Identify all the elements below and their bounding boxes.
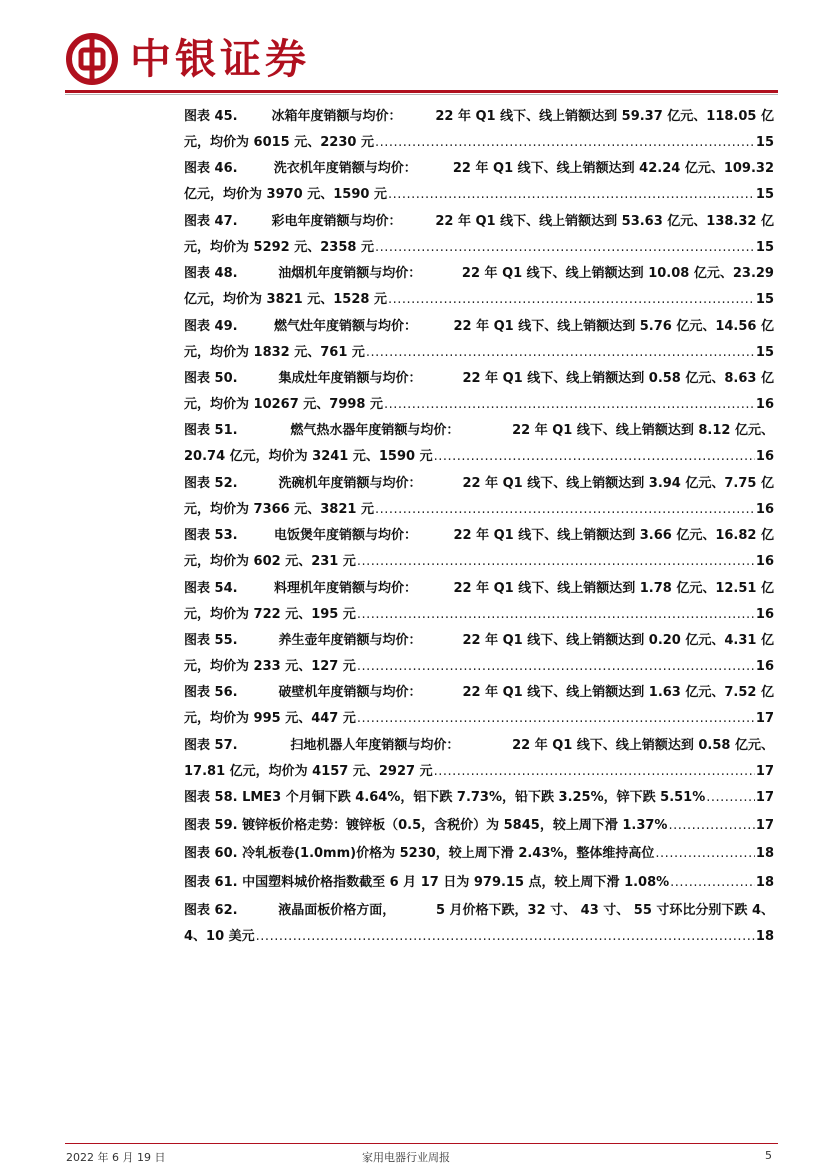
dot-leader (655, 841, 754, 867)
toc-entry-second-line (184, 924, 774, 950)
toc-entry-second-line (184, 235, 774, 261)
toc-caption-part: 22 年 Q1 线下、线上销额达到 0.58 亿元、 (512, 737, 774, 753)
toc-figure-number: 图表 56. (184, 685, 238, 701)
toc-caption-part: 燃气灶年度销额与均价： (274, 318, 418, 334)
toc-entry-first-line (184, 314, 774, 340)
footer-page-number: 5 (765, 1149, 772, 1162)
toc-figure-number: 图表 52. (184, 475, 238, 491)
dot-leader (357, 654, 755, 680)
toc-entry[interactable] (184, 366, 774, 418)
toc-caption: 图表 58. LME3 个月铜下跌 4.64%，铝下跌 7.73%，铅下跌 3.25%，锌下跌 5.51% (184, 790, 706, 806)
dot-leader (384, 392, 755, 418)
toc-caption-part: 22 年 Q1 线下、线上销额达到 42.24 亿元、109.32 (452, 161, 774, 177)
dot-leader (357, 549, 755, 575)
toc-entry[interactable] (184, 813, 774, 841)
toc-page-number: 17 (755, 790, 774, 806)
toc-entry[interactable] (184, 471, 774, 523)
toc-entry-second-line (184, 287, 774, 313)
toc-entry-first-line (184, 523, 774, 549)
toc-entry-second-line (184, 340, 774, 366)
bank-logo-icon (66, 33, 118, 85)
toc-entry[interactable] (184, 680, 774, 732)
toc-page-number: 15 (755, 135, 774, 150)
toc-caption: 图表 59. 镀锌板价格走势：镀锌板（0.5，含税价）为 5845，较上周下滑 1.37% (184, 818, 668, 834)
page-header (0, 0, 827, 100)
dot-leader (668, 813, 754, 839)
toc-entry[interactable] (184, 898, 774, 950)
toc-entry[interactable] (184, 261, 774, 313)
toc-entry[interactable] (184, 576, 774, 628)
toc-figure-number: 图表 49. (184, 318, 238, 334)
toc-caption-part: 破壁机年度销额与均价： (278, 685, 422, 701)
toc-page-number: 16 (755, 554, 774, 570)
toc-entry[interactable] (184, 314, 774, 366)
toc-caption-part: 燃气热水器年度销额与均价： (290, 423, 460, 439)
toc-entry-second-line (184, 497, 774, 523)
toc-figure-number: 图表 51. (184, 423, 238, 439)
toc-caption-part: 22 年 Q1 线下、线上销额达到 3.66 亿元、16.82 亿 (453, 528, 774, 544)
toc-caption-part: 洗碗机年度销额与均价： (278, 475, 422, 491)
toc-page-number: 15 (755, 344, 774, 360)
toc-caption-part: 22 年 Q1 线下、线上销额达到 0.58 亿元、8.63 亿 (462, 370, 774, 386)
toc-entry-second-line (184, 130, 774, 156)
toc-entry-second-line (184, 392, 774, 418)
toc-caption-part: 料理机年度销额与均价： (274, 580, 418, 596)
toc-entry-first-line (184, 261, 774, 287)
toc-caption-part: 冰箱年度销额与均价： (271, 109, 402, 124)
toc-entry-second-line (184, 759, 774, 785)
dot-leader (256, 924, 755, 950)
toc-caption-continuation: 元，均价为 1832 元、761 元 (184, 344, 365, 360)
toc-figure-number: 图表 53. (184, 528, 238, 544)
brand-name: 中银证券 (130, 35, 310, 83)
toc-entry[interactable] (184, 156, 774, 208)
toc-caption-continuation: 20.74 亿元，均价为 3241 元、1590 元 (184, 449, 433, 465)
toc-entry-second-line (184, 602, 774, 628)
toc-caption-part: 22 年 Q1 线下、线上销额达到 8.12 亿元、 (512, 423, 774, 439)
toc-caption-continuation: 元，均价为 602 元、231 元 (184, 554, 356, 570)
toc-figure-number: 图表 47. (184, 213, 238, 229)
toc-caption-continuation: 元，均价为 995 元、447 元 (184, 711, 356, 727)
toc-caption-part: 22 年 Q1 线下、线上销额达到 53.63 亿元、138.32 亿 (435, 213, 774, 229)
toc-caption-part: 液晶面板价格方面， (278, 902, 396, 918)
dot-leader (434, 759, 755, 785)
toc-entry[interactable] (184, 785, 774, 813)
toc-caption-part: 养生壶年度销额与均价： (278, 632, 422, 648)
toc-caption-part: 22 年 Q1 线下、线上销额达到 59.37 亿元、118.05 亿 (435, 109, 774, 124)
toc-entry[interactable] (184, 523, 774, 575)
dot-leader (375, 497, 755, 523)
toc-page-number: 16 (755, 396, 774, 412)
toc-entry[interactable] (184, 104, 774, 156)
toc-page-number: 18 (755, 874, 774, 890)
dot-leader (434, 444, 755, 470)
toc-entry[interactable] (184, 841, 774, 869)
toc-caption: 图表 60. 冷轧板卷(1.0mm)价格为 5230，较上周下滑 2.43%，整体维持高位 (184, 846, 655, 862)
toc-entry[interactable] (184, 418, 774, 470)
toc-caption-part: 22 年 Q1 线下、线上销额达到 3.94 亿元、7.75 亿 (462, 475, 774, 491)
toc-page-number: 18 (755, 846, 774, 862)
toc-caption-part: 彩电年度销额与均价： (271, 213, 402, 229)
toc-entry-first-line (184, 418, 774, 444)
toc-figure-number: 图表 55. (184, 632, 238, 648)
toc-entry[interactable] (184, 628, 774, 680)
toc-figure-number: 图表 45. (184, 109, 238, 124)
toc-entry-first-line (184, 898, 774, 924)
toc-caption-part: 油烟机年度销额与均价： (278, 266, 422, 282)
footer-report-title: 家用电器行业周报 (362, 1151, 450, 1164)
toc-entry-first-line (184, 576, 774, 602)
toc-caption-part: 22 年 Q1 线下、线上销额达到 10.08 亿元、23.29 (461, 266, 774, 282)
toc-caption-continuation: 17.81 亿元，均价为 4157 元、2927 元 (184, 763, 433, 779)
toc-caption-part: 22 年 Q1 线下、线上销额达到 1.78 亿元、12.51 亿 (453, 580, 774, 596)
toc-figure-number: 图表 46. (184, 161, 238, 177)
toc-caption-continuation: 亿元，均价为 3821 元、1528 元 (184, 292, 387, 308)
toc-caption-part: 洗衣机年度销额与均价： (273, 161, 417, 177)
table-of-figures (184, 104, 774, 950)
toc-caption-continuation: 元，均价为 233 元、127 元 (184, 658, 356, 674)
toc-figure-number: 图表 57. (184, 737, 238, 753)
toc-entry-second-line (184, 182, 774, 208)
dot-leader (388, 182, 755, 208)
toc-caption: 图表 61. 中国塑料城价格指数截至 6 月 17 日为 979.15 点，较上周下滑 1.08% (184, 874, 670, 890)
dot-leader (388, 287, 755, 313)
toc-caption-part: 电饭煲年度销额与均价： (274, 528, 418, 544)
toc-entry-second-line (184, 549, 774, 575)
toc-entry[interactable] (184, 870, 774, 898)
dot-leader (706, 785, 755, 811)
footer-date: 2022 年 6 月 19 日 (66, 1151, 166, 1164)
toc-page-number: 16 (755, 449, 774, 465)
toc-caption-part: 22 年 Q1 线下、线上销额达到 0.20 亿元、4.31 亿 (462, 632, 774, 648)
toc-entry-second-line (184, 444, 774, 470)
toc-entry-first-line (184, 680, 774, 706)
toc-entry-first-line (184, 733, 774, 759)
toc-entry-first-line (184, 366, 774, 392)
toc-caption-continuation: 元，均价为 5292 元、2358 元 (184, 239, 374, 255)
toc-page-number: 15 (755, 239, 774, 255)
toc-caption-part: 集成灶年度销额与均价： (278, 370, 422, 386)
dot-leader (357, 706, 755, 732)
toc-figure-number: 图表 50. (184, 370, 238, 386)
dot-leader (375, 130, 755, 156)
toc-entry-first-line (184, 156, 774, 182)
footer-divider (65, 1143, 778, 1144)
toc-page-number: 16 (755, 606, 774, 622)
toc-entry-first-line (184, 209, 774, 235)
toc-figure-number: 图表 62. (184, 902, 238, 918)
toc-page-number: 15 (755, 292, 774, 308)
toc-caption-continuation: 元，均价为 7366 元、3821 元 (184, 501, 374, 517)
toc-caption-continuation: 元，均价为 10267 元、7998 元 (184, 396, 383, 412)
dot-leader (375, 235, 755, 261)
dot-leader (366, 340, 755, 366)
dot-leader (670, 870, 755, 896)
toc-caption-part: 22 年 Q1 线下、线上销额达到 5.76 亿元、14.56 亿 (453, 318, 774, 334)
toc-page-number: 17 (755, 763, 774, 779)
toc-caption-part: 22 年 Q1 线下、线上销额达到 1.63 亿元、7.52 亿 (462, 685, 774, 701)
toc-figure-number: 图表 48. (184, 266, 238, 282)
toc-page-number: 18 (755, 928, 774, 944)
toc-page-number: 16 (755, 501, 774, 517)
header-divider-gray (65, 94, 778, 95)
toc-caption-continuation: 元，均价为 722 元、195 元 (184, 606, 356, 622)
toc-caption-continuation: 4、10 美元 (184, 928, 255, 944)
toc-entry-first-line (184, 104, 774, 130)
header-divider-red (65, 90, 778, 93)
toc-entry-second-line (184, 654, 774, 680)
toc-figure-number: 图表 54. (184, 580, 238, 596)
toc-page-number: 17 (755, 711, 774, 727)
toc-entry-first-line (184, 628, 774, 654)
toc-caption-part: 扫地机器人年度销额与均价： (290, 737, 460, 753)
toc-caption-continuation: 亿元，均价为 3970 元、1590 元 (184, 187, 387, 203)
toc-caption-continuation: 元，均价为 6015 元、2230 元 (184, 135, 374, 150)
toc-entry[interactable] (184, 733, 774, 785)
toc-page-number: 15 (755, 187, 774, 203)
toc-page-number: 16 (755, 658, 774, 674)
toc-entry-second-line (184, 706, 774, 732)
toc-caption-part: 5 月价格下跌，32 寸、 43 寸、 55 寸环比分别下跌 4、 (435, 902, 774, 918)
toc-page-number: 17 (755, 818, 774, 834)
toc-entry-first-line (184, 471, 774, 497)
dot-leader (357, 602, 755, 628)
toc-entry[interactable] (184, 209, 774, 261)
